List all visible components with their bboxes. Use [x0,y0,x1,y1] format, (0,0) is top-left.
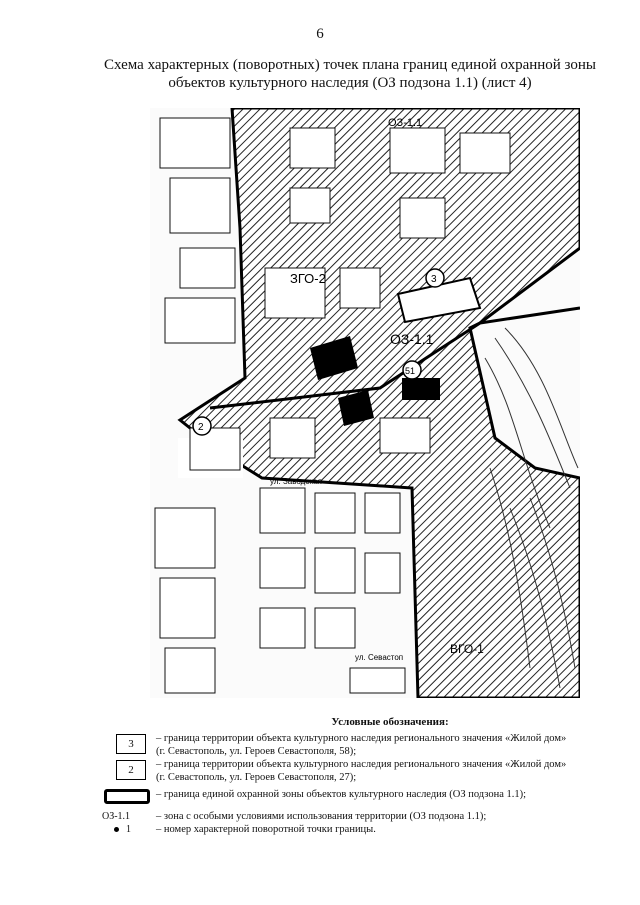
legend-item-2-line1: – граница территории объекта культурного наследия регионального значения «Жилой дом» [156,759,567,770]
title-line-2: объектов культурного наследия (ОЗ подзона 1.1) (лист 4) [168,75,532,91]
point-label-3: 3 [431,274,437,285]
legend-item-3-line1: – граница территории объекта культурного наследия регионального значения «Жилой дом» [156,733,567,744]
zone-label-top: ОЗ-1.1 [388,117,423,129]
street-label-1: ул. Заводская [270,477,322,486]
legend-code-label: ОЗ-1.1 [102,811,131,822]
legend-box-2: 2 [116,760,146,780]
zone-boundary-symbol [104,789,150,804]
legend-box-3: 3 [116,734,146,754]
legend-zone-text: – граница единой охранной зоны объектов культурного наследия (ОЗ подзона 1.1); [156,789,527,800]
legend-item-3-line2: (г. Севастополь, ул. Героев Севастополя, 58); [156,746,357,757]
zone-label-zgo2: ЗГО-2 [290,271,326,286]
legend-item-2-line2: (г. Севастополь, ул. Героев Севастополя, 27); [156,772,357,783]
legend [100,716,620,835]
point-dot-icon [114,827,119,832]
page-title [70,56,630,92]
cadastral-map [150,108,580,698]
page-number: 6 [316,26,324,42]
zone-label-bottom: ВГО-1 [450,642,484,656]
point-label-2: 2 [198,422,204,433]
point-label-51: 51 [405,366,416,376]
zone-label-oz: ОЗ-1.1 [390,331,434,347]
legend-code-text: – зона с особыми условиями использования территории (ОЗ подзона 1.1); [156,811,487,822]
street-label-2: ул. Севастоп [355,653,404,662]
title-line-1: Схема характерных (поворотных) точек плана границ единой охранной зоны [103,57,596,73]
legend-heading: Условные обозначения: [331,716,449,728]
legend-point-num: 1 [126,824,131,835]
legend-point-text: – номер характерной поворотной точки границы. [156,824,376,835]
